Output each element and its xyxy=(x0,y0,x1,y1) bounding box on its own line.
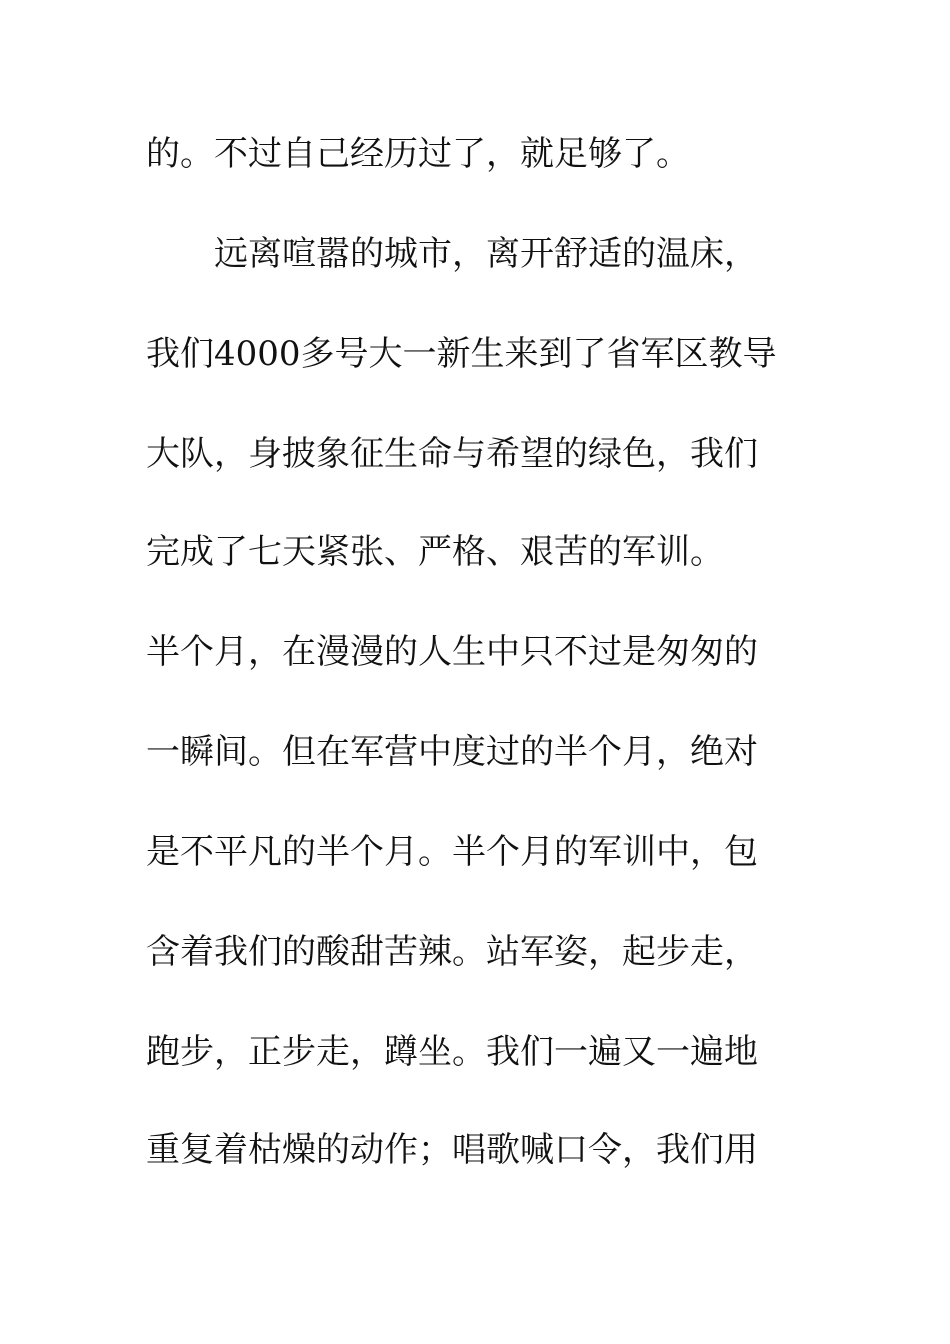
text-line: 一瞬间。但在军营中度过的半个月，绝对 xyxy=(146,732,758,772)
text-line: 是不平凡的半个月。半个月的军训中，包 xyxy=(146,832,758,872)
text-line: 半个月，在漫漫的人生中只不过是匆匆的 xyxy=(146,632,758,672)
text-line: 的。不过自己经历过了，就足够了。 xyxy=(146,134,690,174)
text-line: 重复着枯燥的动作；唱歌喊口令，我们用 xyxy=(146,1130,758,1170)
text-line: 含着我们的酸甜苦辣。站军姿，起步走， xyxy=(146,932,758,972)
text-line: 我们4000多号大一新生来到了省军区教导 xyxy=(146,334,777,374)
text-line: 大队，身披象征生命与希望的绿色，我们 xyxy=(146,434,758,474)
paragraph-start-line: 远离喧嚣的城市，离开舒适的温床， xyxy=(214,234,758,274)
text-line: 完成了七天紧张、严格、艰苦的军训。 xyxy=(146,532,724,572)
text-line: 跑步，正步走，蹲坐。我们一遍又一遍地 xyxy=(146,1032,758,1072)
